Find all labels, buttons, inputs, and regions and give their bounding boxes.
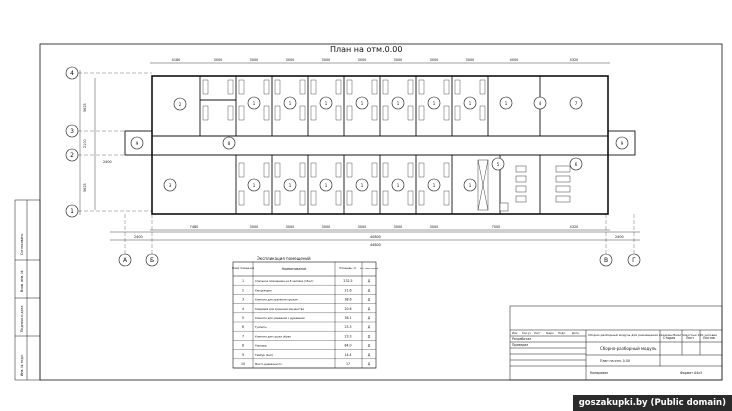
table-cell-number: 1 bbox=[241, 279, 245, 284]
dim-left-2: 2100 bbox=[83, 139, 87, 148]
room-number: 1 bbox=[396, 183, 400, 188]
dim-bottom-value: 7000 bbox=[491, 225, 501, 229]
dim-bottom-value: 3000 bbox=[249, 225, 259, 229]
dim-top-value: 4320 bbox=[569, 58, 579, 62]
table-header: Наименование bbox=[281, 267, 307, 271]
room-number: 1 bbox=[468, 183, 472, 188]
dim-top-value: 4000 bbox=[509, 58, 519, 62]
table-header: Площадь, м² bbox=[339, 267, 357, 270]
room-number: 8 bbox=[227, 141, 231, 146]
revision-header: Подп. bbox=[558, 332, 566, 335]
table-cell-category: Д bbox=[367, 325, 371, 330]
table-cell-name: Комната для сушки обуви bbox=[255, 335, 291, 339]
dim-bottom-value: 7480 bbox=[189, 225, 199, 229]
table-cell-number: 6 bbox=[241, 325, 245, 330]
dim-bottom-left: 2400 bbox=[134, 235, 143, 239]
table-cell-category: Д bbox=[367, 279, 371, 284]
table-cell-name: Место дневального bbox=[255, 363, 282, 366]
room-number: 1 bbox=[432, 101, 436, 106]
room-number: 1 bbox=[360, 101, 364, 106]
dim-bottom-value: 3000 bbox=[357, 225, 367, 229]
tb-sheet: План на отм. 0.00 bbox=[600, 359, 630, 363]
room-number: 1 bbox=[324, 183, 328, 188]
tb-project: Сборно-разборный модуль для размещения казармы Вместимостью 120 человек bbox=[588, 333, 718, 337]
table-cell-category: Д bbox=[367, 288, 371, 293]
dim-bottom-right: 2400 bbox=[615, 235, 624, 239]
table-cell-name: Комната для умывания с душевыми bbox=[255, 317, 305, 320]
table-cell-area: 84.0 bbox=[344, 343, 352, 348]
table-cell-category: Д bbox=[367, 343, 371, 348]
table-cell-category: Д bbox=[367, 306, 371, 311]
axis-row-label: 1 bbox=[70, 208, 74, 215]
tb-stage: Стадия bbox=[663, 336, 676, 340]
dim-bottom-value: 3000 bbox=[393, 225, 403, 229]
table-cell-category: Д bbox=[367, 316, 371, 320]
table-cell-area: 38.6 bbox=[344, 297, 352, 302]
table-cell-name: Кладовая для хранения имущества bbox=[255, 307, 304, 311]
dim-top-value: 4180 bbox=[171, 58, 181, 62]
axis-column-label: А bbox=[122, 257, 128, 264]
table-cell-area: 14.4 bbox=[344, 352, 352, 357]
plan-title: План на отм.0.00 bbox=[330, 45, 403, 54]
side-stamp-3: Подпись и дата bbox=[20, 305, 24, 332]
table-cell-number: 8 bbox=[241, 343, 245, 348]
revision-header: Дата bbox=[572, 332, 579, 335]
dim-total: 44800 bbox=[370, 243, 381, 247]
room-number: 1 bbox=[252, 101, 256, 106]
dim-top-value: 3000 bbox=[285, 58, 295, 62]
dim-top-value: 3000 bbox=[393, 58, 403, 62]
side-stamp-4: Инв. № подл. bbox=[20, 354, 24, 376]
dim-left-3: 5625 bbox=[83, 183, 87, 192]
room-number: 9 bbox=[620, 141, 624, 146]
room-number: 5 bbox=[496, 162, 500, 167]
axis-row-label: 4 bbox=[70, 70, 74, 77]
revision-header: Изм bbox=[512, 332, 518, 335]
tb-format: Формат А4х3 bbox=[680, 371, 703, 375]
table-cell-number: 7 bbox=[241, 334, 245, 339]
room-number: 1 bbox=[504, 101, 508, 106]
tb-developed: Разработал bbox=[512, 337, 532, 341]
table-cell-area: 232.5 bbox=[343, 279, 353, 284]
revision-header: Лист bbox=[534, 332, 541, 335]
table-cell-category: Д bbox=[367, 297, 371, 302]
table-cell-area: 23.3 bbox=[344, 325, 352, 330]
explication-title: Экспликация помещений bbox=[257, 256, 311, 261]
room-number: 1 bbox=[288, 183, 292, 188]
dim-top-value: 3000 bbox=[249, 58, 259, 62]
dim-bottom-value: 3000 bbox=[429, 225, 439, 229]
table-cell-number: 9 bbox=[241, 352, 245, 357]
room-number: 1 bbox=[432, 183, 436, 188]
room-number: 3 bbox=[168, 183, 172, 188]
table-cell-number: 5 bbox=[241, 316, 245, 320]
room-number: 1 bbox=[468, 101, 472, 106]
table-cell-area: 23.3 bbox=[344, 334, 352, 339]
table-cell-number: 4 bbox=[241, 306, 245, 311]
tb-sheet-label: Лист bbox=[686, 336, 695, 340]
dim-top-value: 3000 bbox=[321, 58, 331, 62]
dim-left-1: 5625 bbox=[83, 103, 87, 112]
table-cell-area: 20.6 bbox=[344, 306, 352, 311]
table-cell-category: Д bbox=[367, 362, 371, 366]
room-number: 2 bbox=[178, 102, 182, 107]
dim-top-value: 3000 bbox=[465, 58, 475, 62]
table-cell-number: 3 bbox=[241, 297, 245, 302]
room-number: 1 bbox=[360, 183, 364, 188]
tb-checked: Проверил bbox=[512, 343, 529, 347]
revision-header: Кол.уч bbox=[522, 332, 531, 335]
table-cell-name: Канцелярия bbox=[255, 289, 272, 293]
room-number: 9 bbox=[135, 141, 139, 146]
table-cell-category: Д bbox=[367, 352, 371, 357]
side-stamp-1: Согласовано bbox=[20, 233, 24, 255]
room-number: 1 bbox=[288, 101, 292, 106]
axis-row-label: 2 bbox=[70, 152, 74, 159]
table-cell-name: Спальное помещение на 8 человек (15шт) bbox=[255, 280, 314, 284]
table-cell-number: 10 bbox=[240, 362, 246, 366]
table-cell-name: Тамбур (2шт) bbox=[255, 353, 274, 357]
table-cell-area: 36.1 bbox=[344, 316, 352, 320]
room-number: 4 bbox=[538, 101, 542, 106]
dim-bottom-mid: 40800 bbox=[370, 235, 381, 239]
axis-column-label: Б bbox=[149, 257, 155, 264]
room-number: 6 bbox=[574, 162, 578, 167]
room-number: 7 bbox=[574, 101, 578, 106]
table-cell-name: Коридор bbox=[255, 344, 267, 348]
dim-top-value: 3000 bbox=[357, 58, 367, 62]
table-header: Номер помеще-ния bbox=[231, 267, 255, 270]
room-number: 1 bbox=[324, 101, 328, 106]
revision-header: №док bbox=[546, 332, 554, 335]
source-watermark: goszakupki.by (Public domain) bbox=[573, 395, 732, 411]
side-stamp-2: Взам. инв. № bbox=[20, 270, 24, 292]
table-cell-name: Туалеты bbox=[255, 326, 267, 330]
dim-top-value: 3000 bbox=[429, 58, 439, 62]
dim-bottom-value: 4320 bbox=[569, 225, 579, 229]
table-cell-area: 21.6 bbox=[344, 288, 352, 293]
axis-row-label: 3 bbox=[70, 128, 74, 135]
table-cell-number: 2 bbox=[241, 288, 245, 293]
room-number: 1 bbox=[252, 183, 256, 188]
tb-copied: Копировал bbox=[590, 371, 609, 375]
dim-bottom-value: 3000 bbox=[285, 225, 295, 229]
table-cell-category: Д bbox=[367, 334, 371, 339]
dim-side-small: 2400 bbox=[103, 160, 112, 164]
axis-column-label: Г bbox=[632, 257, 636, 264]
dim-top-value: 3000 bbox=[213, 58, 223, 62]
table-cell-name: Комната для хранения оружия bbox=[255, 298, 298, 302]
axis-column-label: В bbox=[603, 257, 609, 264]
tb-sheets-label: Листов bbox=[703, 336, 715, 340]
table-header: Кат. поме-щения bbox=[360, 268, 378, 270]
dim-bottom-value: 3000 bbox=[321, 225, 331, 229]
table-cell-area: 17 bbox=[345, 362, 351, 366]
tb-object: Сборно-разборный модуль bbox=[600, 346, 657, 351]
room-number: 1 bbox=[396, 101, 400, 106]
